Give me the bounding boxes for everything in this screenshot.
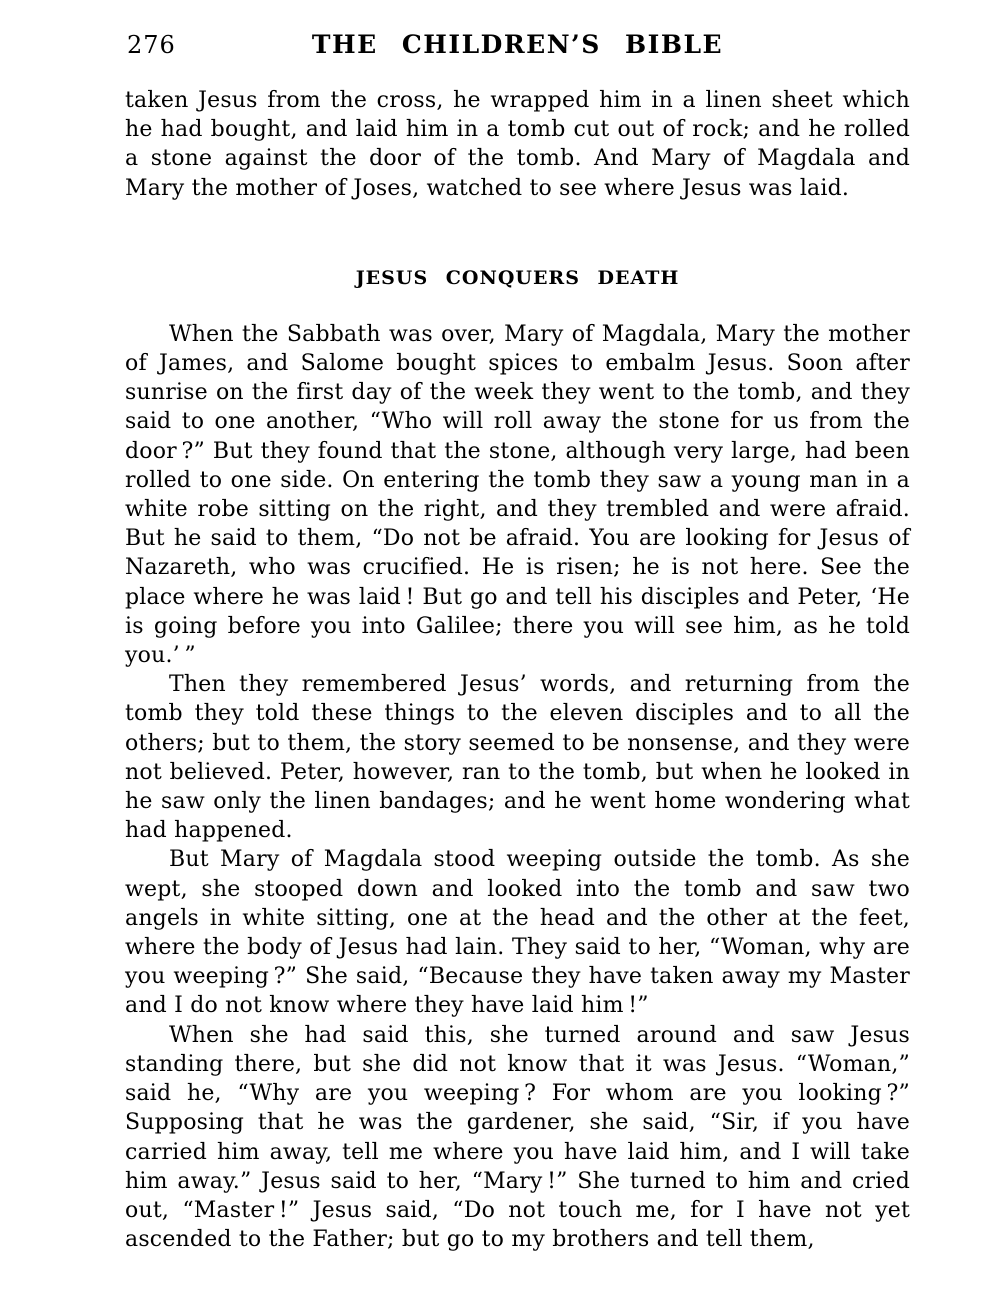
page-header <box>125 30 910 60</box>
page-body <box>125 86 910 1254</box>
body-paragraph: Then they remembered Jesus’ words, and returning from the tomb they told these things to the eleven disciples and to all the others; but to them, the story seemed to be nonsense, and they were not believed. Peter, however, ran to the tomb, but when he looked in he saw only the linen bandages; and he went home wondering what had happened. <box>125 672 910 844</box>
body-paragraph: But Mary of Magdala stood weeping outside the tomb. As she wept, she stooped down and looked into the tomb and saw two angels in white sitting, one at the head and the other at the feet, where the body of Jesus had lain. They said to her, “Woman, why are you weeping ?” She said, “Because they have taken away my Master and I do not know where they have laid him !” <box>125 847 910 1019</box>
body-paragraph: When the Sabbath was over, Mary of Magdala, Mary the mother of James, and Salome bought spices to embalm Jesus. Soon after sunrise on the first day of the week they went to the tomb, and they said to one another, “Who will roll away the stone for us from the door ?” But they found that the stone, although very large, had been rolled to one side. On entering the tomb they saw a young man in a white robe sitting on the right, and they trembled and were afraid. But he said to them, “Do not be afraid. You are looking for Jesus of Nazareth, who was crucified. He is risen; he is not here. See the place where he was laid ! But go and tell his disciples and Peter, ‘He is going before you into Galilee; there you will see him, as he told you.’ ” <box>125 321 910 669</box>
page-number: 276 <box>127 31 176 59</box>
section-heading: JESUS CONQUERS DEATH <box>355 266 680 289</box>
body-paragraph: When she had said this, she turned around and saw Jesus standing there, but she did not know that it was Jesus. “Woman,” said he, “Why are you weeping ? For whom are you looking ?” Supposing that he was the gardener, she said, “Sir, if you have carried him away, tell me where you have laid him, and I will take him away.” Jesus said to her, “Mary !” She turned to him and cried out, “Master !” Jesus said, “Do not touch me, for I have not yet ascended to the Father; but go to my brothers and tell them, <box>125 1022 910 1253</box>
running-title: THE CHILDREN’S BIBLE <box>311 30 724 59</box>
continuation-paragraph: taken Jesus from the cross, he wrapped him in a linen sheet which he had bought, and laid him in a tomb cut out of rock; and he rolled a stone against the door of the tomb. And Mary of Magdala and Mary the mother of Joses, watched to see where Jesus was laid. <box>125 88 910 201</box>
